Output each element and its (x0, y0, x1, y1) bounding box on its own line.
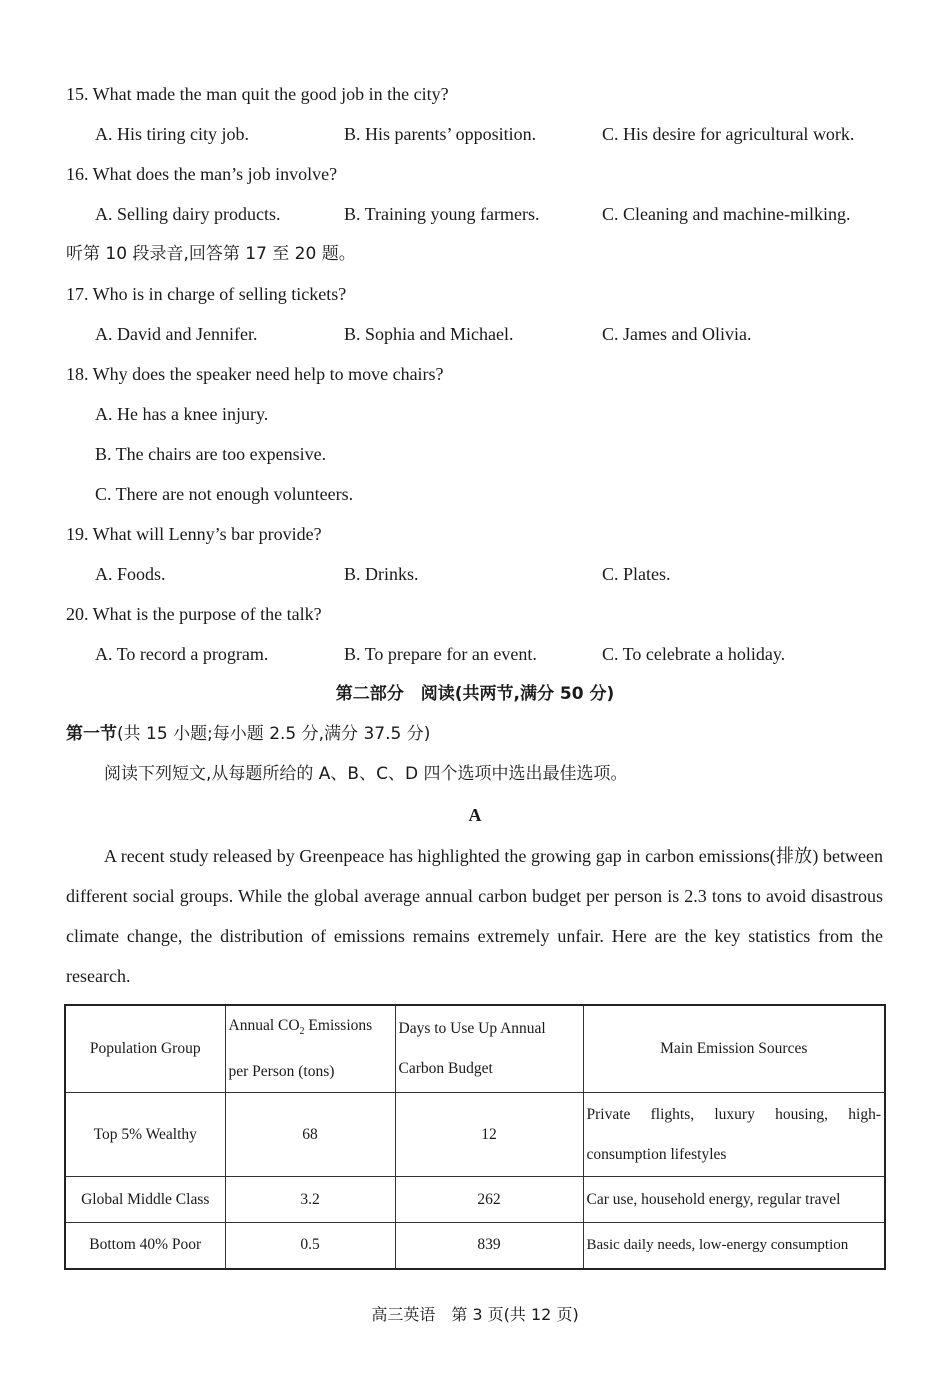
page-footer: 高三英语 第 3 页(共 12 页) (371, 1305, 579, 1324)
section-1-heading (66, 722, 430, 746)
option-19a: A. Foods. (95, 564, 166, 584)
passage-paragraph (66, 836, 883, 996)
option-19c: C. Plates. (602, 564, 671, 584)
row-emissions: 0.5 (225, 1223, 395, 1269)
emissions-table (64, 1004, 886, 1270)
section-1-title: 第一节 (66, 724, 117, 744)
header-main-sources: Main Emission Sources (583, 1005, 885, 1093)
question-16: 16. What does the man’s job involve? (66, 164, 338, 184)
option-20c: C. To celebrate a holiday. (602, 644, 786, 664)
table-row (65, 1177, 885, 1223)
option-20b: B. To prepare for an event. (344, 644, 537, 664)
option-17c: C. James and Olivia. (602, 324, 752, 344)
option-17b: B. Sophia and Michael. (344, 324, 514, 344)
question-19: 19. What will Lenny’s bar provide? (66, 524, 322, 544)
question-18: 18. Why does the speaker need help to move chairs? (66, 364, 444, 384)
option-18b: B. The chairs are too expensive. (95, 444, 327, 464)
option-18a: A. He has a knee injury. (95, 404, 269, 424)
row-days: 839 (395, 1223, 583, 1269)
row-sources: Basic daily needs, low-energy consumption (583, 1223, 885, 1269)
row-group: Global Middle Class (65, 1177, 225, 1223)
row-sources: Car use, household energy, regular travel (583, 1177, 885, 1223)
option-16c: C. Cleaning and machine-milking. (602, 204, 851, 224)
option-20a: A. To record a program. (95, 644, 269, 664)
option-16a: A. Selling dairy products. (95, 204, 281, 224)
row-days: 262 (395, 1177, 583, 1223)
table-row (65, 1223, 885, 1269)
row-sources: Private flights, luxury housing, high-consumption lifestyles (583, 1093, 885, 1177)
question-17: 17. Who is in charge of selling tickets? (66, 284, 347, 304)
option-18c: C. There are not enough volunteers. (95, 484, 354, 504)
option-19b: B. Drinks. (344, 564, 419, 584)
option-15c: C. His desire for agricultural work. (602, 124, 855, 144)
passage-text: A recent study released by Greenpeace has highlighted the growing gap in carbon emissions(排放) between different social groups. While the global average annual carbon budget per person is 2.3 tons to avoid disastrous climate change, the distribution of emissions remains extremely unfair. Here are the key statistics from the research. (66, 846, 883, 986)
row-days: 12 (395, 1093, 583, 1177)
row-group: Bottom 40% Poor (65, 1223, 225, 1269)
header-annual-emissions: Annual $CO_2$ Emissions per Person (tons) (225, 1005, 395, 1093)
question-20: 20. What is the purpose of the talk? (66, 604, 322, 624)
option-15b: B. His parents’ opposition. (344, 124, 537, 144)
option-16b: B. Training young farmers. (344, 204, 540, 224)
option-15a: A. His tiring city job. (95, 124, 249, 144)
question-15: 15. What made the man quit the good job in the city? (66, 84, 449, 104)
section-10-instruction: 听第 10 段录音,回答第 17 至 20 题。 (66, 244, 356, 264)
row-emissions: 68 (225, 1093, 395, 1177)
part-2-title: 第二部分 阅读(共两节,满分 50 分) (335, 684, 615, 704)
table-header-row (65, 1005, 885, 1093)
passage-letter: A (468, 805, 482, 825)
reading-instruction: 阅读下列短文,从每题所给的 A、B、C、D 四个选项中选出最佳选项。 (104, 764, 628, 784)
row-group: Top 5% Wealthy (65, 1093, 225, 1177)
row-emissions: 3.2 (225, 1177, 395, 1223)
header-population-group: Population Group (65, 1005, 225, 1093)
header-days-to-use-up: Days to Use Up Annual Carbon Budget (395, 1005, 583, 1093)
option-17a: A. David and Jennifer. (95, 324, 258, 344)
section-1-score: (共 15 小题;每小题 2.5 分,满分 37.5 分) (117, 724, 431, 744)
table-row (65, 1093, 885, 1177)
